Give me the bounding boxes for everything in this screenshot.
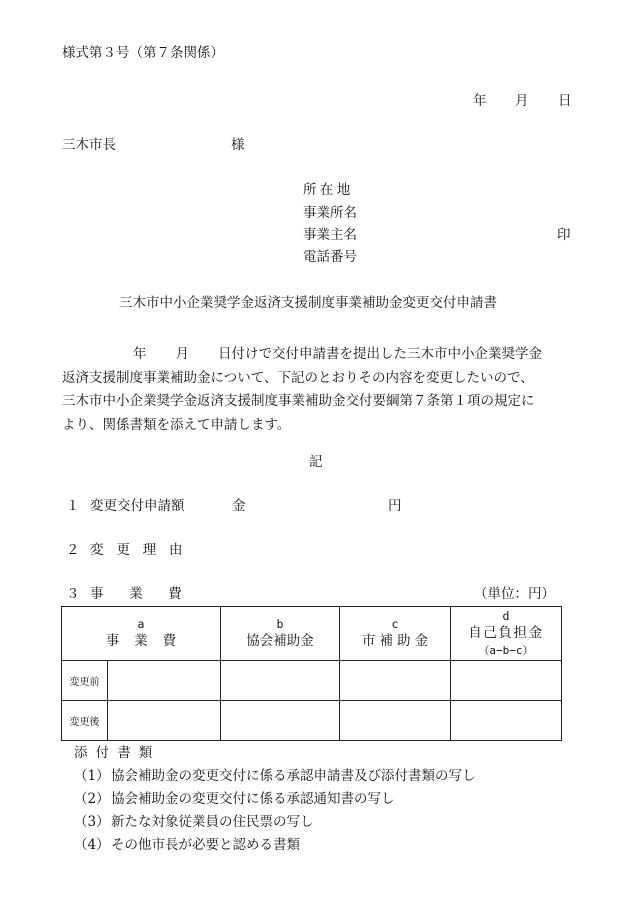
item2-number: ２ [66, 542, 80, 558]
addressee-name: 三木市長 [62, 137, 116, 153]
attachment-text: 協会補助金の変更交付に係る承認通知書の写し [111, 791, 395, 807]
cell-c-before[interactable] [340, 661, 451, 701]
owner-name-label: 事業主名 [303, 227, 357, 243]
body-line-2: 返済支援制度事業補助金について、下記のとおりその内容を変更したいので、 [62, 369, 534, 386]
header-name: 協会補助金 [246, 633, 314, 649]
cell-d-after[interactable] [451, 701, 562, 741]
ki-heading: 記 [309, 454, 323, 470]
header-name: 事業費 [105, 633, 191, 649]
item3-number: ３ [66, 586, 80, 602]
date-month-label: 月 [515, 93, 529, 109]
body-line-1 [62, 343, 567, 367]
unit-label: （単位：円） [474, 586, 555, 602]
item3-label: 事業費 [90, 586, 208, 602]
addressee-honorific: 様 [231, 137, 245, 153]
header-cell-b [221, 607, 340, 661]
item2-label: 変更理由 [90, 542, 196, 558]
table-header-row [62, 607, 562, 661]
header-letter: d [502, 609, 510, 623]
address-label: 所在地 [303, 182, 354, 198]
cost-table [61, 606, 562, 741]
cell-d-before[interactable] [451, 661, 562, 701]
attachment-text: 新たな対象従業員の住民票の写し [111, 814, 314, 830]
row-label: 変更前 [62, 661, 108, 701]
table-row [62, 661, 562, 701]
header-letter: c [391, 617, 399, 631]
office-name-label: 事業所名 [303, 205, 357, 221]
attachment-number: （1） [74, 768, 110, 784]
date-day-label: 日 [558, 93, 572, 109]
attachment-number: （2） [74, 791, 110, 807]
attachment-text: 協会補助金の変更交付に係る承認申請書及び添付書類の写し [111, 768, 476, 784]
item1-kin: 金 [232, 498, 246, 514]
date-year-label: 年 [473, 93, 487, 109]
table-row [62, 701, 562, 741]
phone-label: 電話番号 [303, 249, 357, 265]
attachments-heading: 添付書類 [74, 745, 161, 761]
header-cell-d [451, 607, 562, 661]
form-label: 様式第３号（第７条関係） [62, 45, 224, 61]
body-date-month: 月 [175, 346, 189, 362]
cell-a-after[interactable] [108, 701, 221, 741]
document-title: 三木市中小企業奨学金返済支援制度事業補助金変更交付申請書 [119, 295, 497, 311]
body-line-3: 三木市中小企業奨学金返済支援制度事業補助金交付要綱第７条第１項の規定に [62, 393, 535, 409]
cell-b-after[interactable] [221, 701, 340, 741]
header-letter: b [276, 617, 284, 631]
body-date-year: 年 [133, 346, 147, 362]
attachment-number: （3） [74, 814, 110, 830]
header-name: 自己負担金 [468, 625, 544, 641]
cell-c-after[interactable] [340, 701, 451, 741]
seal-mark: 印 [557, 227, 571, 243]
cell-a-before[interactable] [108, 661, 221, 701]
cell-b-before[interactable] [221, 661, 340, 701]
body-paragraph [62, 343, 567, 437]
header-name: 市補助金 [361, 633, 433, 649]
header-letter: a [137, 617, 145, 631]
item1-number: １ [66, 498, 80, 514]
header-cell-a [62, 607, 221, 661]
item1-yen: 円 [388, 498, 402, 514]
body-line-4: より、関係書類を添えて申請します。 [62, 416, 291, 433]
item1-label: 変更交付申請額 [90, 498, 185, 514]
header-formula: （a−b−c） [478, 644, 534, 657]
attachment-number: （4） [74, 837, 110, 853]
attachment-text: その他市長が必要と認める書類 [111, 837, 300, 853]
body-line-1-rest: 日付けで交付申請書を提出した三木市中小企業奨学金 [218, 346, 542, 362]
row-label: 変更後 [62, 701, 108, 741]
header-cell-c [340, 607, 451, 661]
